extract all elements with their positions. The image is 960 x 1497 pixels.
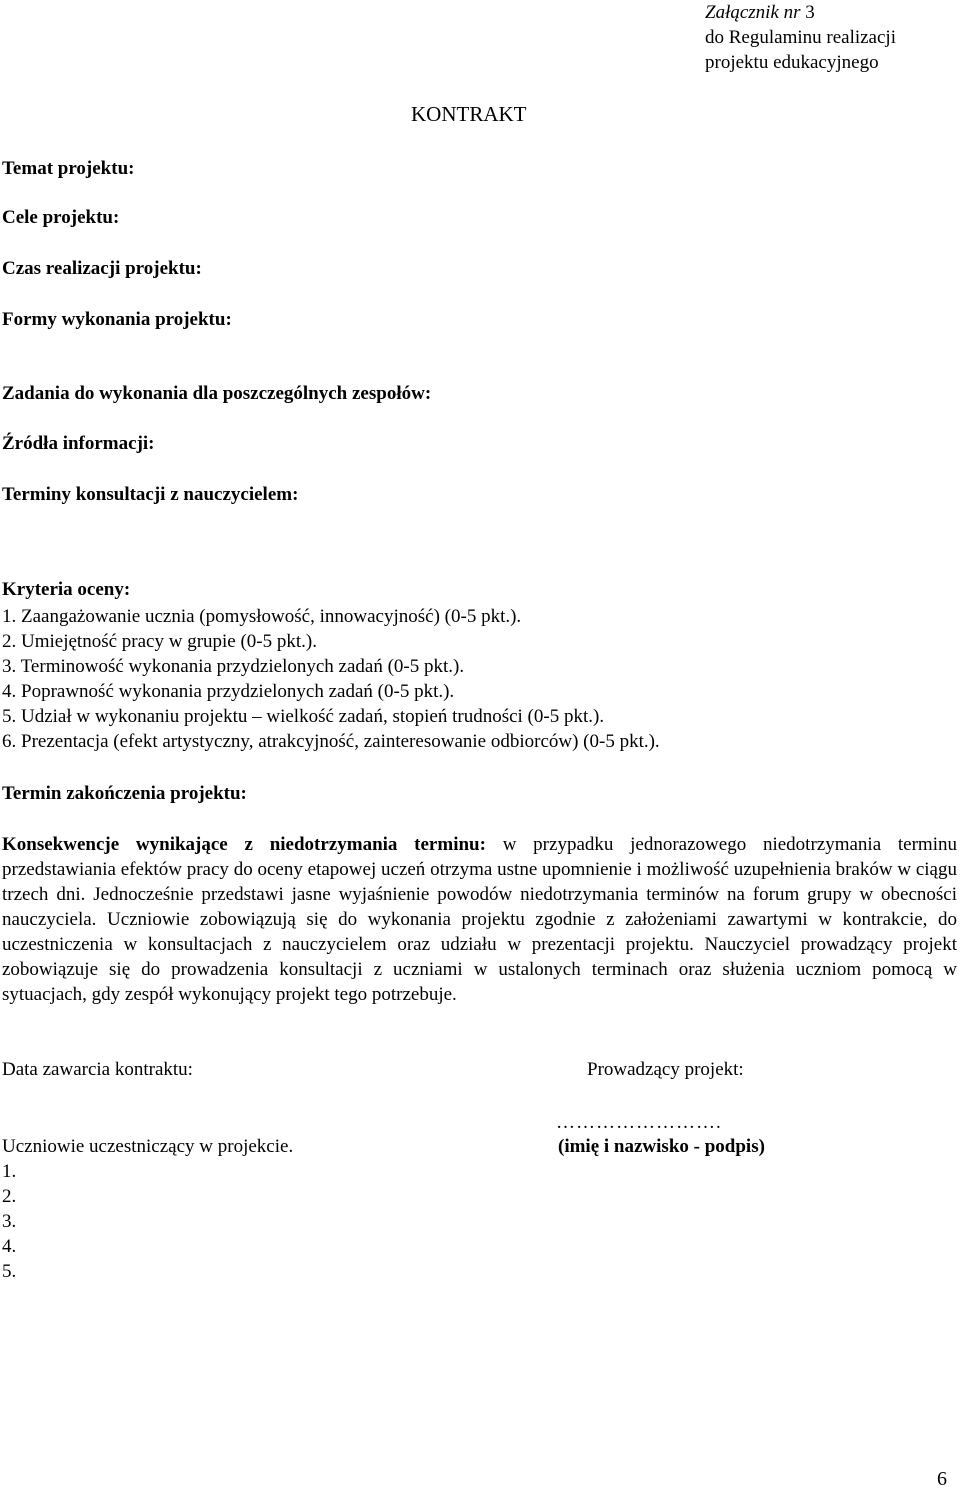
students-label: Uczniowie uczestniczący w projekcie.	[2, 1136, 294, 1157]
field-topic: Temat projektu:	[2, 158, 135, 179]
consequences-paragraph	[2, 832, 957, 1007]
annex-line-2: do Regulaminu realizacji	[705, 27, 896, 48]
annex-line-1: Załącznik nr 3	[705, 2, 815, 23]
document-title: KONTRAKT	[411, 102, 527, 126]
criteria-list	[2, 604, 660, 754]
student-line: 3.	[2, 1211, 17, 1232]
field-duration: Czas realizacji projektu:	[2, 258, 202, 279]
criteria-item: 4. Poprawność wykonania przydzielonych zadań (0-5 pkt.).	[2, 681, 455, 702]
signature-caption: (imię i nazwisko - podpis)	[558, 1136, 765, 1157]
project-lead-label: Prowadzący projekt:	[587, 1059, 744, 1080]
criteria-heading: Kryteria oceny:	[2, 579, 131, 600]
student-line: 1.	[2, 1161, 17, 1182]
signature-line: …………………….	[556, 1112, 722, 1133]
field-sources: Źródła informacji:	[2, 433, 155, 454]
students-block	[2, 1134, 293, 1284]
criteria-item: 2. Umiejętność pracy w grupie (0-5 pkt.).	[2, 631, 317, 652]
field-forms: Formy wykonania projektu:	[2, 309, 232, 330]
field-tasks: Zadania do wykonania dla poszczególnych zespołów:	[2, 383, 432, 404]
student-line: 4.	[2, 1236, 17, 1257]
field-consultations: Terminy konsultacji z nauczycielem:	[2, 484, 299, 505]
field-deadline: Termin zakończenia projektu:	[2, 783, 247, 804]
annex-line-3: projektu edukacyjnego	[705, 52, 879, 73]
criteria-item: 6. Prezentacja (efekt artystyczny, atrakcyjność, zainteresowanie odbiorców) (0-5 pkt.).	[2, 731, 660, 752]
contract-date-label: Data zawarcia kontraktu:	[2, 1059, 193, 1080]
criteria-item: 1. Zaangażowanie ucznia (pomysłowość, innowacyjność) (0-5 pkt.).	[2, 606, 522, 627]
consequences-text: w przypadku jednorazowego niedotrzymania terminu przedstawiania efektów pracy do oceny etapowej uczeń otrzyma ustne upomnienie i możliwość uzupełnienia braków w ciągu trzech dni. Jednocześnie przedstawi jasne wyjaśnienie powodów niedotrzymania terminów na forum grupy w obecności nauczyciela. Uczniowie zobowiązują się do wykonania projektu zgodnie z założeniami zawartymi w kontrakcie, do uczestniczenia w konsultacjach z nauczycielem oraz udziału w prezentacji projektu. Nauczyciel prowadzący projekt zobowiązuje się do prowadzenia konsultacji z uczniami w ustalonych terminach oraz służenia uczniom pomocą w sytuacjach, gdy zespół wykonujący projekt tego potrzebuje.	[2, 834, 957, 1005]
student-line: 2.	[2, 1186, 17, 1207]
student-line: 5.	[2, 1261, 17, 1282]
criteria-item: 5. Udział w wykonaniu projektu – wielkość zadań, stopień trudności (0-5 pkt.).	[2, 706, 605, 727]
page-number: 6	[937, 1468, 947, 1490]
annex-header	[705, 0, 896, 75]
criteria-item: 3. Terminowość wykonania przydzielonych zadań (0-5 pkt.).	[2, 656, 465, 677]
field-goals: Cele projektu:	[2, 207, 120, 228]
consequences-lead: Konsekwencje wynikające z niedotrzymania terminu:	[2, 834, 486, 855]
